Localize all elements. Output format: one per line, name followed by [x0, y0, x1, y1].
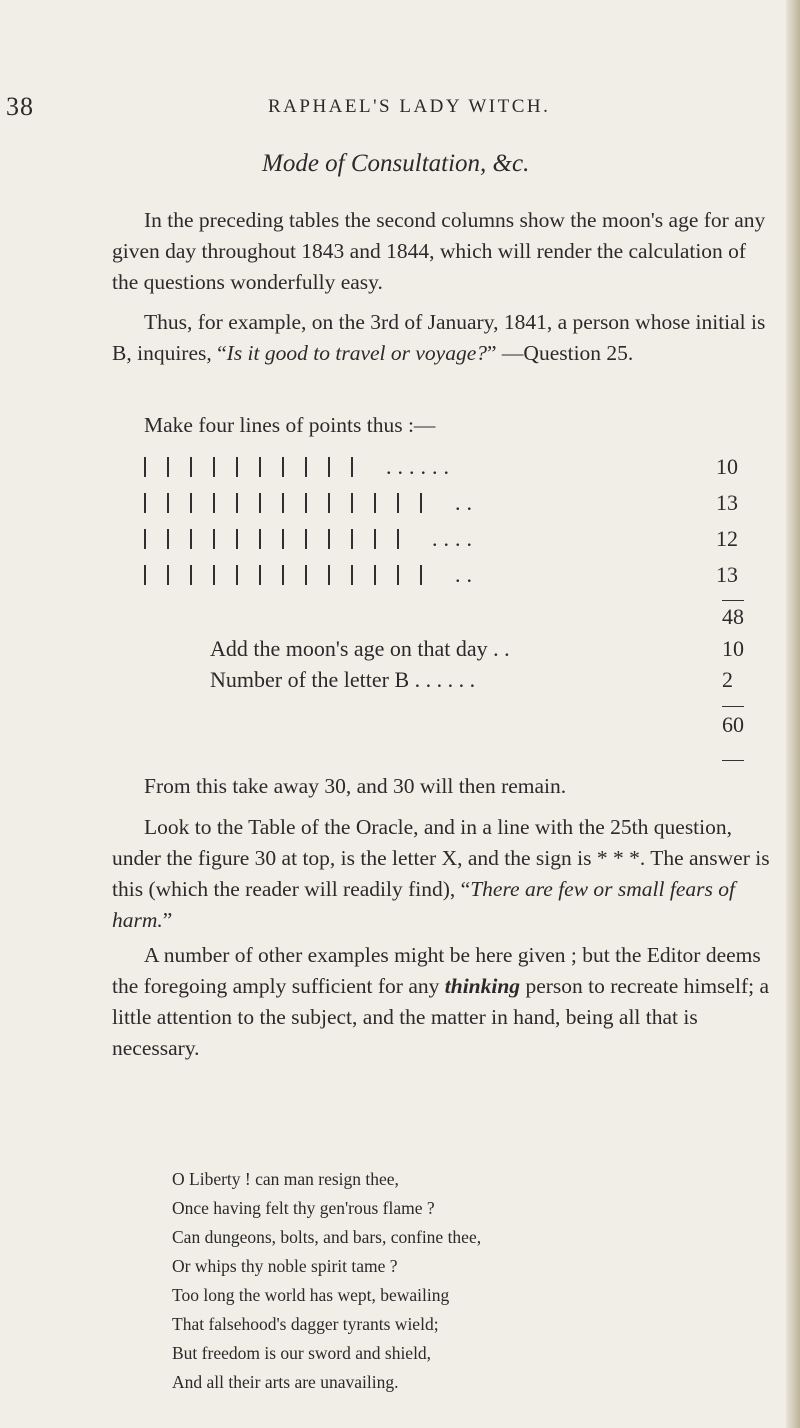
tally-stroke	[213, 493, 215, 513]
section-title: Mode of Consultation, &c.	[262, 150, 530, 177]
conclusion-text-end: person to recreate himself; a little attention to the subject, and the matter in hand, being all that is necessary.	[112, 974, 769, 1060]
paragraph-conclusion	[112, 940, 772, 1064]
tally-dots: ......	[386, 454, 455, 479]
sum-rule-1	[722, 600, 744, 601]
verse-line: But freedom is our sword and shield,	[172, 1343, 432, 1363]
sum-rule-3	[722, 760, 744, 761]
oracle-answer: There are few or small fears of harm.	[112, 877, 735, 932]
tally-stroke	[351, 529, 353, 549]
tally-stroke	[328, 565, 330, 585]
tally-stroke	[259, 493, 261, 513]
paragraph-oracle	[112, 812, 772, 936]
paragraph-instruction: Make four lines of points thus :—	[144, 413, 436, 437]
conclusion-emphasis: thinking	[444, 974, 521, 998]
moon-age-label: Add the moon's age on that day . .	[210, 636, 510, 661]
verse-line: Too long the world has wept, bewailing	[172, 1285, 450, 1305]
verse-line: That falsehood's dagger tyrants wield;	[172, 1314, 439, 1334]
tally-value: 13	[716, 490, 738, 515]
tally-stroke	[236, 457, 238, 477]
tally-value: 12	[716, 526, 738, 551]
tally-row	[144, 490, 764, 520]
tally-stroke	[282, 493, 284, 513]
tally-row	[144, 454, 764, 484]
tally-strokes	[144, 565, 443, 587]
tally-dots: ....	[432, 526, 478, 551]
tally-stroke	[305, 529, 307, 549]
example-text-end: ” —Question 25.	[487, 341, 634, 365]
moon-age-value: 10	[722, 636, 744, 661]
tally-row	[144, 562, 764, 592]
oracle-text-start: Look to the Table of the Oracle, and in a line with the 25th question, under the figure 30 at top, is the letter X, and the sign is * * *. The answer is this (which the reader will readily find), “	[112, 815, 770, 901]
tally-strokes	[144, 529, 420, 551]
tally-stroke	[420, 493, 422, 513]
verse	[172, 1165, 732, 1397]
tally-stroke	[213, 457, 215, 477]
tally-stroke	[167, 565, 169, 585]
tally-stroke	[282, 565, 284, 585]
paragraph-intro: In the preceding tables the second columns show the moon's age for any given day throughout 1843 and 1844, which will render the calculation of the questions wonderfully easy.	[112, 208, 766, 294]
tally-stroke	[397, 565, 399, 585]
tally-stroke	[305, 493, 307, 513]
tally-stroke	[259, 529, 261, 549]
letter-number-label: Number of the letter B . . . . . .	[210, 667, 476, 692]
tally-value: 10	[716, 454, 738, 479]
tally-stroke	[351, 457, 353, 477]
tally-stroke	[328, 493, 330, 513]
tally-stroke	[305, 457, 307, 477]
tally-stroke	[259, 457, 261, 477]
tally-strokes	[144, 493, 443, 515]
tally-stroke	[190, 529, 192, 549]
tally-stroke	[351, 565, 353, 585]
tally-stroke	[420, 565, 422, 585]
tally-stroke	[213, 529, 215, 549]
tally-stroke	[259, 565, 261, 585]
verse-line: O Liberty ! can man resign thee,	[172, 1169, 399, 1189]
tally-stroke	[236, 493, 238, 513]
example-question: Is it good to travel or voyage?	[226, 341, 487, 365]
oracle-text-end: ”	[162, 908, 173, 932]
tally-row	[144, 526, 764, 556]
tally-stroke	[282, 457, 284, 477]
subtotal-value: 48	[722, 604, 744, 629]
tally-stroke	[190, 457, 192, 477]
tally-strokes	[144, 457, 374, 479]
tally-stroke	[374, 493, 376, 513]
tally-stroke	[397, 493, 399, 513]
paragraph-example	[112, 307, 772, 369]
tally-stroke	[351, 493, 353, 513]
tally-stroke	[328, 529, 330, 549]
sum-rule-2	[722, 706, 744, 707]
tally-stroke	[328, 457, 330, 477]
tally-stroke	[167, 457, 169, 477]
tally-dots: ..	[455, 562, 478, 587]
tally-stroke	[144, 565, 146, 585]
tally-value: 13	[716, 562, 738, 587]
page-number: 38	[6, 92, 34, 121]
tally-stroke	[144, 457, 146, 477]
tally-stroke	[190, 565, 192, 585]
verse-line: Or whips thy noble spirit tame ?	[172, 1256, 398, 1276]
tally-stroke	[374, 529, 376, 549]
letter-number-value: 2	[722, 667, 733, 692]
tally-stroke	[144, 529, 146, 549]
tally-dots: ..	[455, 490, 478, 515]
paragraph-subtract: From this take away 30, and 30 will then remain.	[144, 774, 567, 798]
tally-stroke	[397, 529, 399, 549]
tally-stroke	[236, 565, 238, 585]
verse-line: And all their arts are unavailing.	[172, 1372, 399, 1392]
conclusion-text-start: A number of other examples might be here given ; but the Editor deems the foregoing amply sufficient for any	[112, 943, 761, 998]
tally-stroke	[167, 493, 169, 513]
tally-stroke	[213, 565, 215, 585]
tally-stroke	[236, 529, 238, 549]
tally-stroke	[190, 493, 192, 513]
tally-stroke	[167, 529, 169, 549]
tally-stroke	[282, 529, 284, 549]
total-value: 60	[722, 712, 744, 737]
running-head: RAPHAEL'S LADY WITCH.	[268, 96, 551, 117]
page-edge	[786, 0, 800, 1428]
verse-line: Can dungeons, bolts, and bars, confine thee,	[172, 1227, 482, 1247]
verse-line: Once having felt thy gen'rous flame ?	[172, 1198, 435, 1218]
tally-stroke	[144, 493, 146, 513]
tally-stroke	[374, 565, 376, 585]
tally-stroke	[305, 565, 307, 585]
example-text-start: Thus, for example, on the 3rd of January, 1841, a person whose initial is B, inquires, “	[112, 310, 766, 365]
